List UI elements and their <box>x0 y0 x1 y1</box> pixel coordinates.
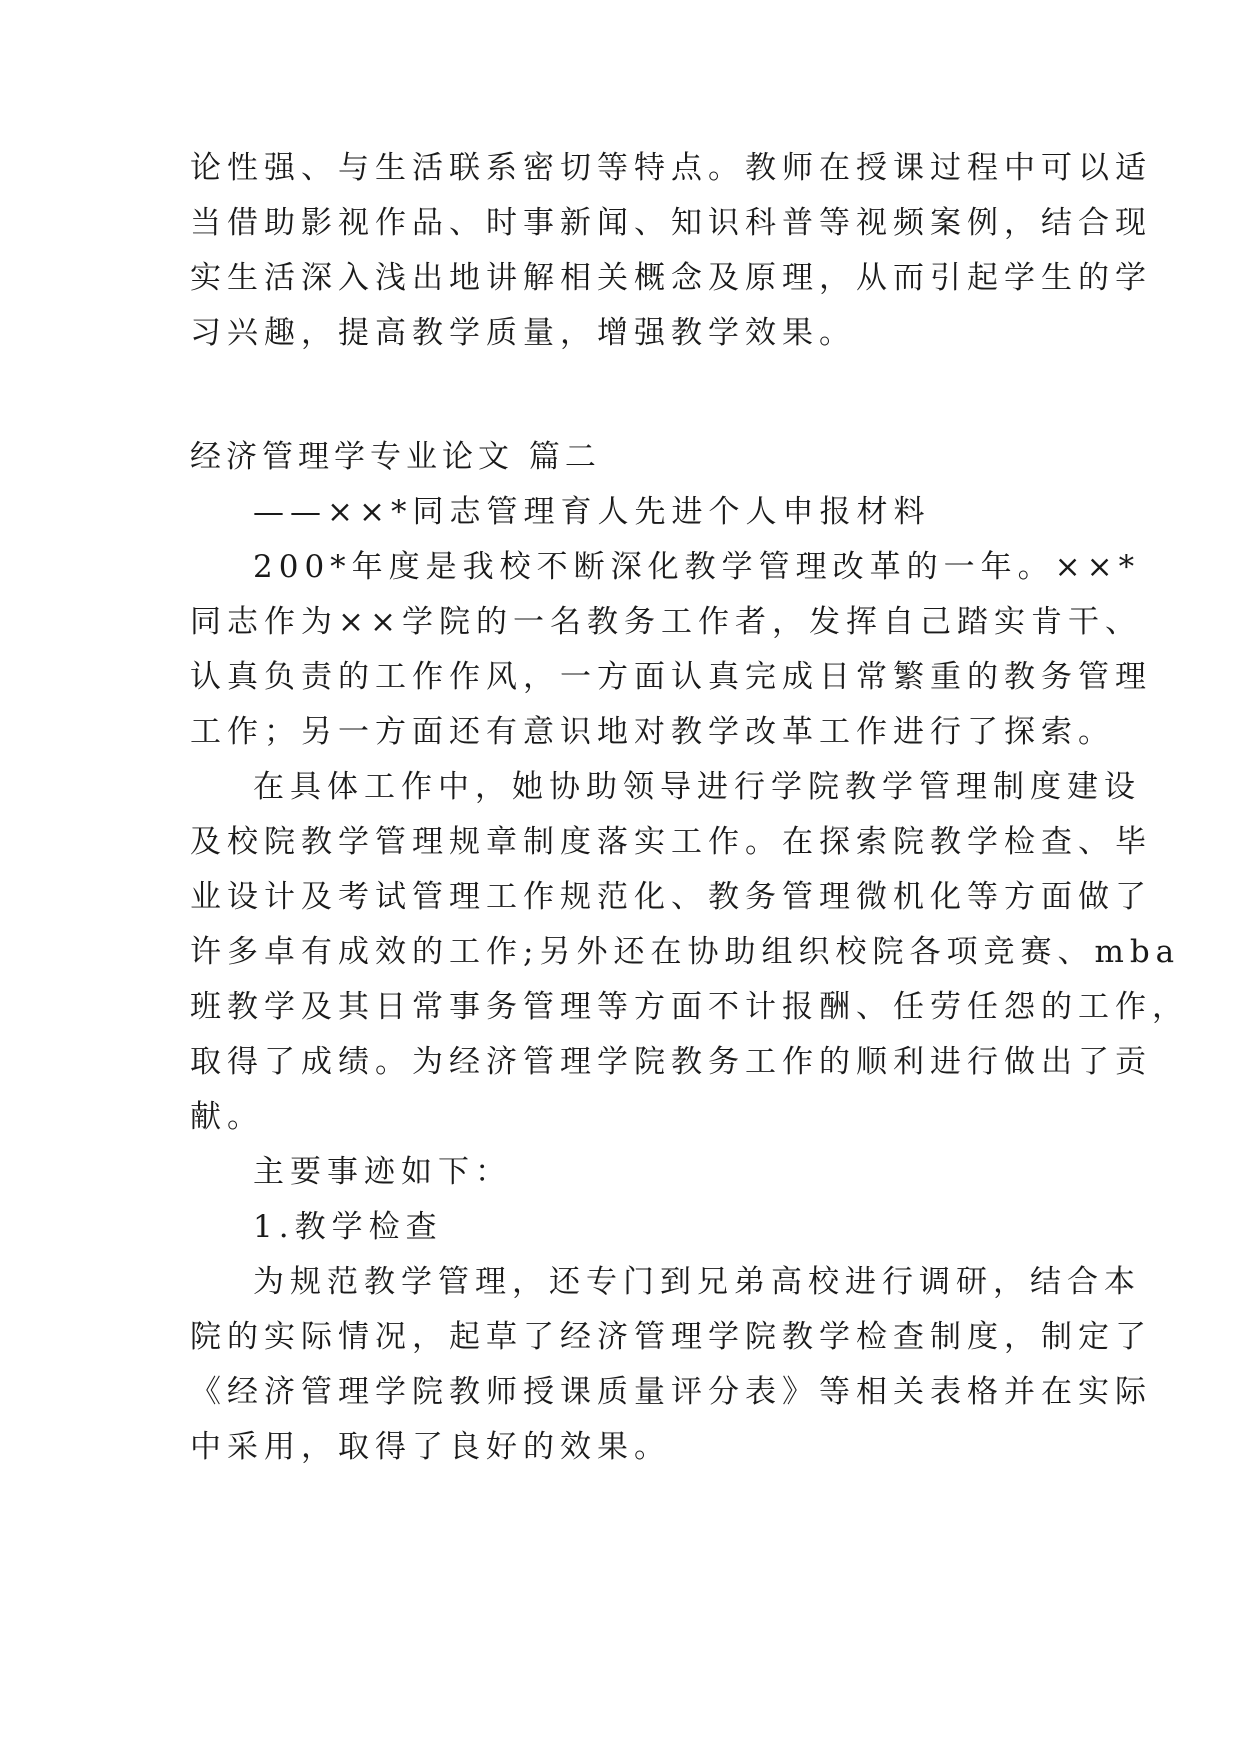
intro-line-4: 习兴趣，提高教学质量，增强教学效果。 <box>190 315 856 351</box>
paragraph2-line-4: 许多卓有成效的工作;另外还在协助组织校院各项竞赛、mba <box>190 934 1181 970</box>
paragraph1-line-4: 工作；另一方面还有意识地对教学改革工作进行了探索。 <box>190 714 1115 750</box>
paragraph1-line-2: 同志作为××学院的一名教务工作者，发挥自己踏实肯干、 <box>190 604 1142 640</box>
paragraph3-line-3: 《经济管理学院教师授课质量评分表》等相关表格并在实际 <box>190 1374 1152 1410</box>
section-title: 经济管理学专业论文 篇二 <box>190 439 601 475</box>
subtitle: ——××*同志管理育人先进个人申报材料 <box>253 494 931 530</box>
paragraph2-line-5: 班教学及其日常事务管理等方面不计报酬、任劳任怨的工作， <box>190 989 1189 1025</box>
intro-line-2: 当借助影视作品、时事新闻、知识科普等视频案例，结合现 <box>190 205 1152 241</box>
paragraph3-line-2: 院的实际情况，起草了经济管理学院教学检查制度，制定了 <box>190 1319 1152 1355</box>
paragraph2-line-7: 献。 <box>190 1099 264 1135</box>
paragraph3-line-4: 中采用，取得了良好的效果。 <box>190 1429 671 1465</box>
paragraph2-line-2: 及校院教学管理规章制度落实工作。在探索院教学检查、毕 <box>190 824 1152 860</box>
intro-line-1: 论性强、与生活联系密切等特点。教师在授课过程中可以适 <box>190 150 1152 186</box>
main-deeds-heading: 主要事迹如下： <box>253 1154 512 1190</box>
paragraph3-line-1: 为规范教学管理，还专门到兄弟高校进行调研，结合本 <box>253 1264 1141 1300</box>
paragraph2-line-6: 取得了成绩。为经济管理学院教务工作的顺利进行做出了贡 <box>190 1044 1152 1080</box>
intro-line-3: 实生活深入浅出地讲解相关概念及原理，从而引起学生的学 <box>190 260 1152 296</box>
paragraph1-line-1: 200*年度是我校不断深化教学管理改革的一年。××* <box>253 549 1141 585</box>
paragraph2-line-1: 在具体工作中，她协助领导进行学院教学管理制度建设 <box>253 769 1141 805</box>
paragraph1-line-3: 认真负责的工作作风，一方面认真完成日常繁重的教务管理 <box>190 659 1152 695</box>
paragraph2-line-3: 业设计及考试管理工作规范化、教务管理微机化等方面做了 <box>190 879 1152 915</box>
item1-title: 1.教学检查 <box>253 1209 443 1245</box>
